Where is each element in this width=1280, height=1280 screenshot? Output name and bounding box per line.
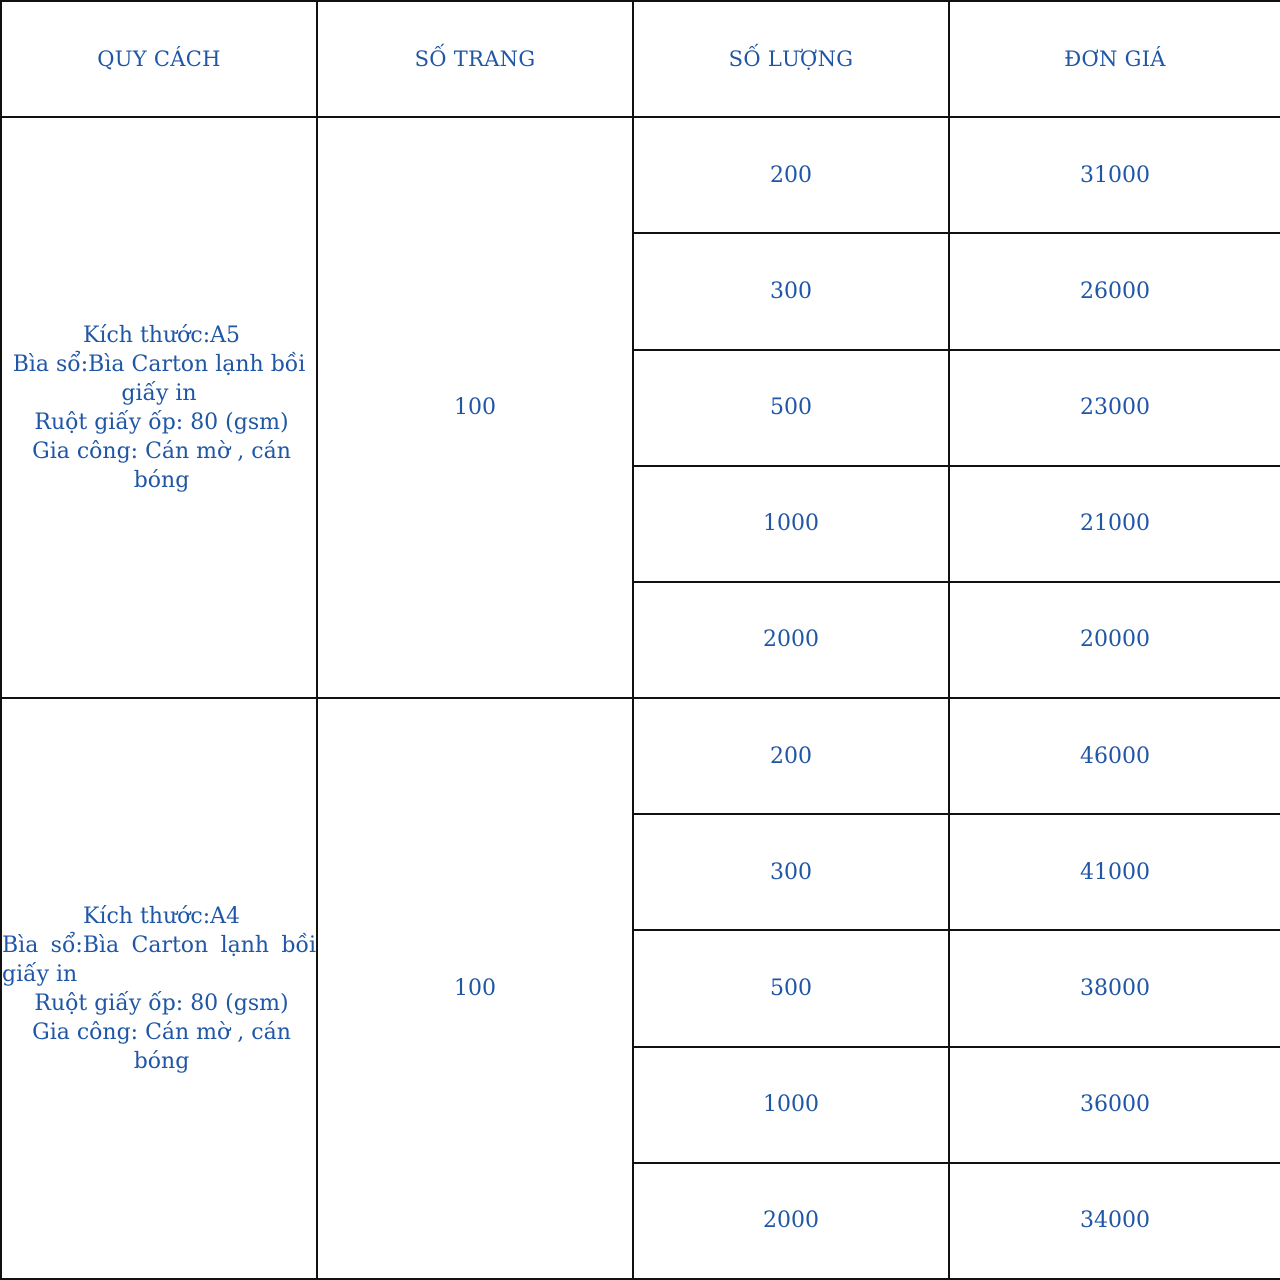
spec-paper: Ruột giấy ốp: 80 (gsm)	[34, 409, 289, 435]
table-row	[1, 117, 1280, 233]
spec-paper: Ruột giấy ốp: 80 (gsm)	[34, 990, 289, 1016]
spec-finishing: Gia công: Cán mờ , cán bóng	[32, 1019, 291, 1074]
spec-size: Kích thước:A5	[83, 322, 240, 348]
quantity-cell: 2000	[633, 1163, 949, 1279]
price-cell: 34000	[949, 1163, 1280, 1279]
quantity-cell: 2000	[633, 582, 949, 698]
spec-cell-a4	[1, 698, 317, 1279]
quantity-cell: 300	[633, 814, 949, 930]
price-cell: 38000	[949, 930, 1280, 1046]
quantity-cell: 500	[633, 350, 949, 466]
spec-cell-a5	[1, 117, 317, 698]
price-cell: 20000	[949, 582, 1280, 698]
quantity-cell: 200	[633, 117, 949, 233]
header-pages: SỐ TRANG	[317, 1, 633, 117]
price-cell: 21000	[949, 466, 1280, 582]
header-unit-price: ĐƠN GIÁ	[949, 1, 1280, 117]
price-cell: 46000	[949, 698, 1280, 814]
header-quantity: SỐ LƯỢNG	[633, 1, 949, 117]
header-spec: QUY CÁCH	[1, 1, 317, 117]
quantity-cell: 1000	[633, 466, 949, 582]
table-row	[1, 698, 1280, 814]
quantity-cell: 300	[633, 233, 949, 349]
quantity-cell: 500	[633, 930, 949, 1046]
quantity-cell: 1000	[633, 1047, 949, 1163]
header-row	[1, 1, 1280, 117]
spec-size: Kích thước:A4	[83, 903, 240, 929]
price-cell: 26000	[949, 233, 1280, 349]
price-cell: 36000	[949, 1047, 1280, 1163]
price-cell: 41000	[949, 814, 1280, 930]
price-cell: 31000	[949, 117, 1280, 233]
spec-cover: Bìa sổ:Bìa Carton lạnh bồi giấy in	[12, 351, 306, 406]
spec-finishing: Gia công: Cán mờ , cán bóng	[32, 438, 291, 493]
price-cell: 23000	[949, 350, 1280, 466]
pages-cell: 100	[317, 698, 633, 1279]
quantity-cell: 200	[633, 698, 949, 814]
pages-cell: 100	[317, 117, 633, 698]
spec-cover: Bìa sổ:Bìa Carton lạnh bồi giấy in	[2, 932, 316, 987]
